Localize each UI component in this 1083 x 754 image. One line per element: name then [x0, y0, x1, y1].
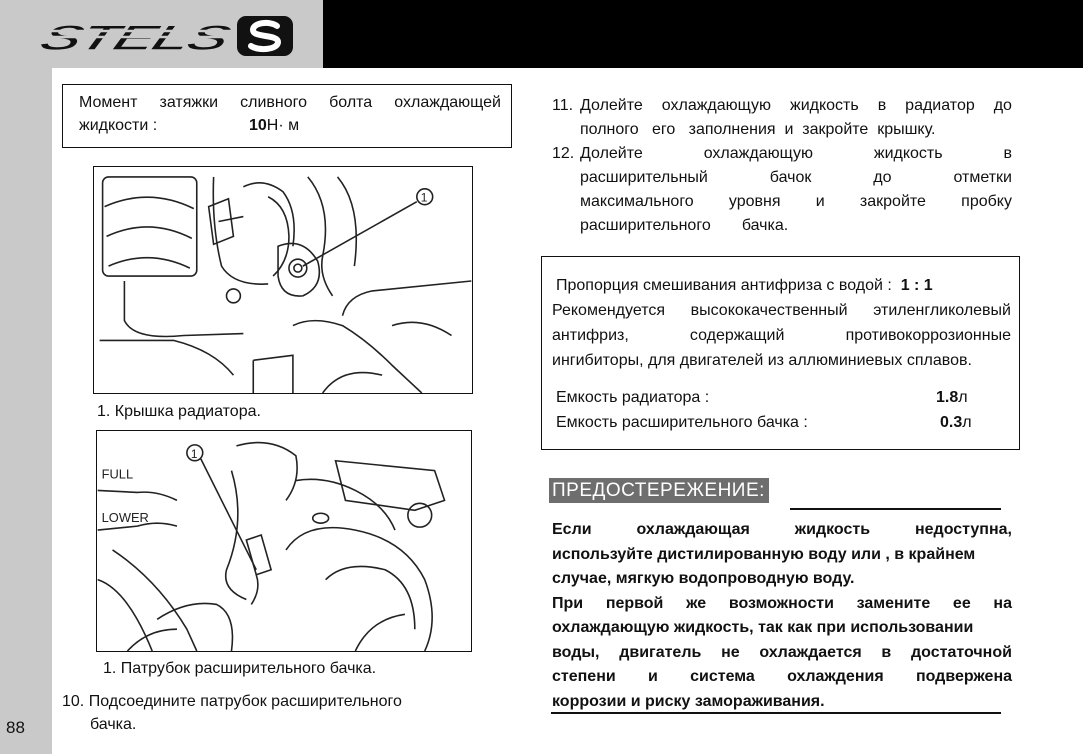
mixture-line4: ингибиторы, для двигателей из аллюминиевых сплавов.	[552, 352, 972, 369]
step12-line3: максимального уровня и закройте пробку	[580, 193, 1012, 210]
torque-value: 10	[249, 117, 267, 134]
svg-text:STELS: STELS	[33, 17, 156, 58]
warning-bottom-rule	[551, 712, 1001, 714]
brand-logo	[22, 12, 302, 63]
step11-line1: Долейте охлаждающую жидкость в радиатор до	[580, 97, 1012, 114]
radiator-cap-drawing	[94, 167, 472, 393]
step12-line4: расширительного бачка.	[580, 217, 789, 234]
step-12	[552, 142, 1012, 238]
torque-label-line1: Момент затяжки сливного болта охлаждающей	[79, 94, 501, 111]
radiator-capacity-row	[552, 385, 1011, 410]
mixture-line3: антифриз, содержащий противокоррозионные	[552, 327, 1011, 344]
torque-label-line2: жидкости :	[79, 117, 158, 134]
warning-line7: степени и система охлаждения подвержена	[552, 668, 1012, 685]
torque-spec-box	[62, 84, 512, 148]
step-11	[552, 94, 1012, 142]
steps-11-12	[552, 94, 1012, 238]
page-number: 88	[6, 718, 25, 737]
step11-number: 11.	[552, 97, 574, 114]
warning-line6: воды, двигатель не охлаждается в достаточной	[552, 643, 1012, 661]
step12-number: 12.	[552, 145, 575, 162]
warning-line4: При первой же возможности замените ее на	[552, 594, 1012, 612]
warning-title: ПРЕДОСТЕРЕЖЕНИЕ:	[549, 478, 769, 503]
warning-line5: охлаждающую жидкость, так как при использовании	[552, 619, 974, 636]
left-margin-band	[0, 68, 52, 754]
figure2-caption: 1. Патрубок расширительного бачка.	[103, 660, 377, 677]
tank-capacity-label: Емкость расширительного бачка :	[556, 414, 808, 431]
warning-line1: Если охлаждающая жидкость недоступна,	[552, 521, 1012, 538]
header-left-band	[0, 0, 323, 68]
figure2-full-label: FULL	[101, 466, 134, 482]
mixture-line2: Рекомендуется высококачественный этиленгликолевый	[552, 302, 1011, 319]
step11-line2: полного его заполнения и закройте крышку.	[580, 121, 936, 138]
radiator-capacity-unit: л	[958, 389, 968, 406]
tank-capacity-unit: л	[962, 414, 972, 431]
radiator-capacity-value: 1.8	[936, 389, 959, 406]
capacity-table	[552, 385, 1011, 435]
mixture-ratio-label: Пропорция смешивания антифриза с водой :	[556, 277, 901, 294]
step-10	[62, 690, 402, 736]
step10-line2: бачка.	[90, 716, 137, 733]
radiator-capacity-label: Емкость радиатора :	[556, 389, 710, 406]
step12-line2: расширительный бачок до отметки	[580, 169, 1012, 186]
warning-line8: коррозии и риску замораживания.	[552, 692, 825, 710]
figure1-caption: 1. Крышка радиатора.	[97, 403, 261, 420]
step10-line1: 10. Подсоедините патрубок расширительного	[62, 693, 402, 710]
step12-line1: Долейте охлаждающую жидкость в	[580, 145, 1012, 162]
mixture-ratio-line	[552, 273, 1011, 298]
tank-capacity-row	[552, 410, 1011, 435]
torque-unit: Н· м	[266, 117, 300, 134]
warning-body	[552, 518, 1012, 714]
reservoir-hose-drawing	[97, 431, 471, 651]
tank-capacity-value: 0.3	[940, 414, 963, 431]
stels-logo-icon	[22, 12, 302, 58]
figure2-lower-label: LOWER	[101, 510, 149, 526]
reservoir-hose-figure	[96, 430, 472, 652]
figure2-callout: 1	[190, 446, 198, 461]
torque-value-line	[79, 114, 501, 137]
figure1-callout: 1	[420, 190, 428, 205]
mixture-ratio-value: 1 : 1	[900, 277, 933, 294]
radiator-cap-figure	[93, 166, 473, 394]
coolant-mixture-box	[541, 256, 1020, 450]
warning-line2: используйте дистилированную воду или , в крайнем	[552, 545, 976, 563]
warning-title-rule	[790, 508, 1001, 510]
warning-line3: случае, мягкую водопроводную воду.	[552, 570, 855, 587]
header-right-band	[323, 0, 1083, 68]
